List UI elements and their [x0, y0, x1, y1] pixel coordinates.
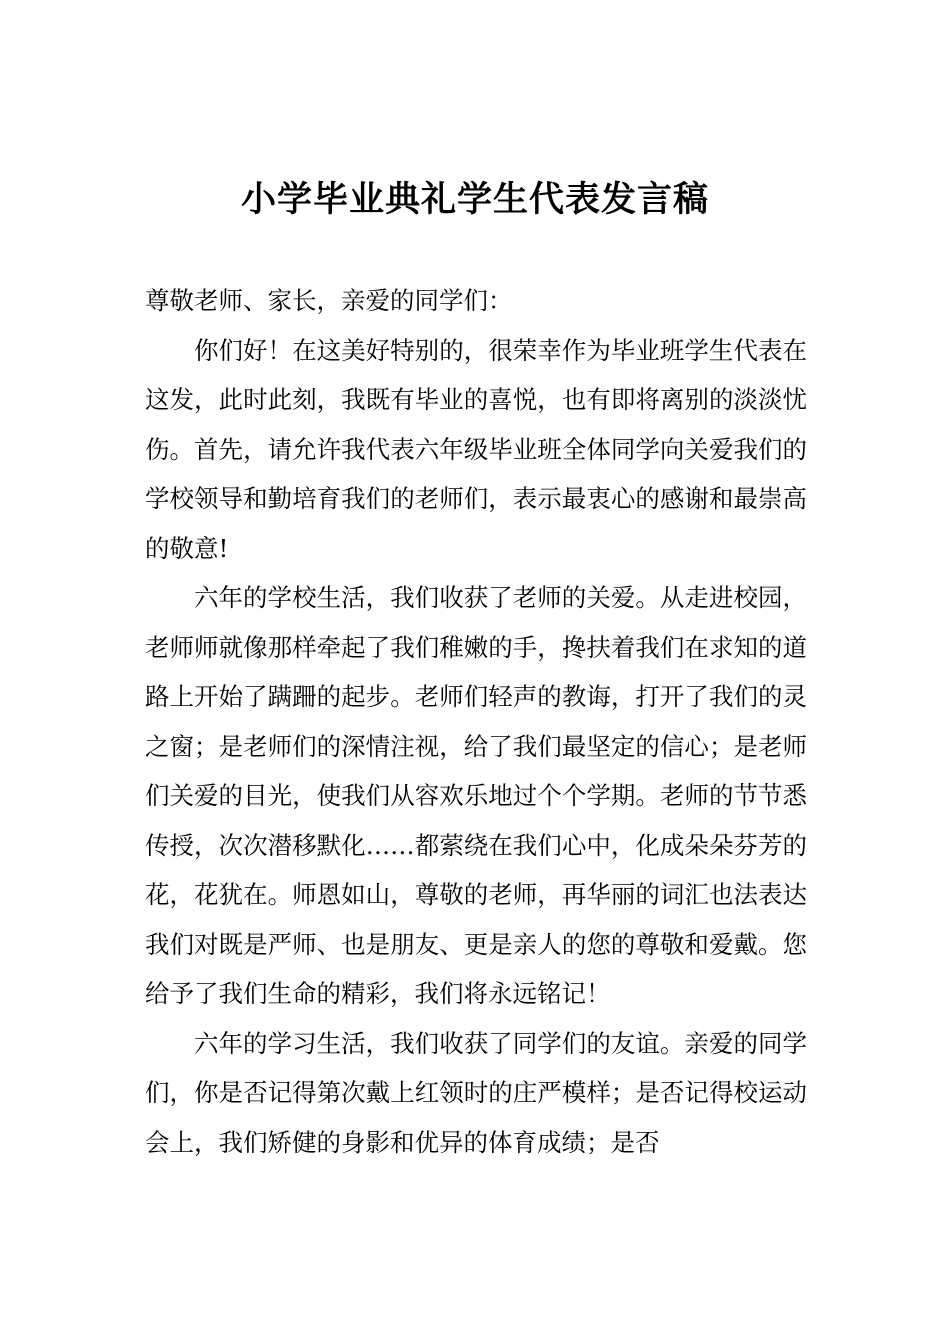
paragraph-3: 六年的学习生活，我们收获了同学们的友谊。亲爱的同学们，你是否记得第次戴上红领时的庄严模样；是否记得校运动会上，我们矫健的身影和优异的体育成绩；是否	[145, 1028, 807, 1157]
document-body	[145, 276, 807, 1167]
salutation: 尊敬老师、家长，亲爱的同学们：	[145, 286, 513, 315]
paragraph-1: 你们好！在这美好特别的，很荣幸作为毕业班学生代表在这发，此时此刻，我既有毕业的喜悦，也有即将离别的淡淡忧伤。首先，请允许我代表六年级毕业班全体同学向关爱我们的学校领导和勤培育我们的老师们，表示最衷心的感谢和最崇高的敬意!	[145, 335, 807, 563]
document-title: 小学毕业典礼学生代表发言稿	[240, 179, 709, 220]
paragraph-2: 六年的学校生活，我们收获了老师的关爱。从走进校园，老师师就像那样牵起了我们稚嫩的手，搀扶着我们在求知的道路上开始了蹒跚的起步。老师们轻声的教诲，打开了我们的灵之窗；是老师们的深情注视，给了我们最坚定的信心；是老师们关爱的目光，使我们从容欢乐地过个个学期。老师的节节悉传授，次次潜移默化……都萦绕在我们心中，化成朵朵芬芳的花，花犹在。师恩如山，尊敬的老师，再华丽的词汇也法表达我们对既是严师、也是朋友、更是亲人的您的尊敬和爱戴。您给予了我们生命的精彩，我们将永远铭记！	[145, 583, 807, 1008]
